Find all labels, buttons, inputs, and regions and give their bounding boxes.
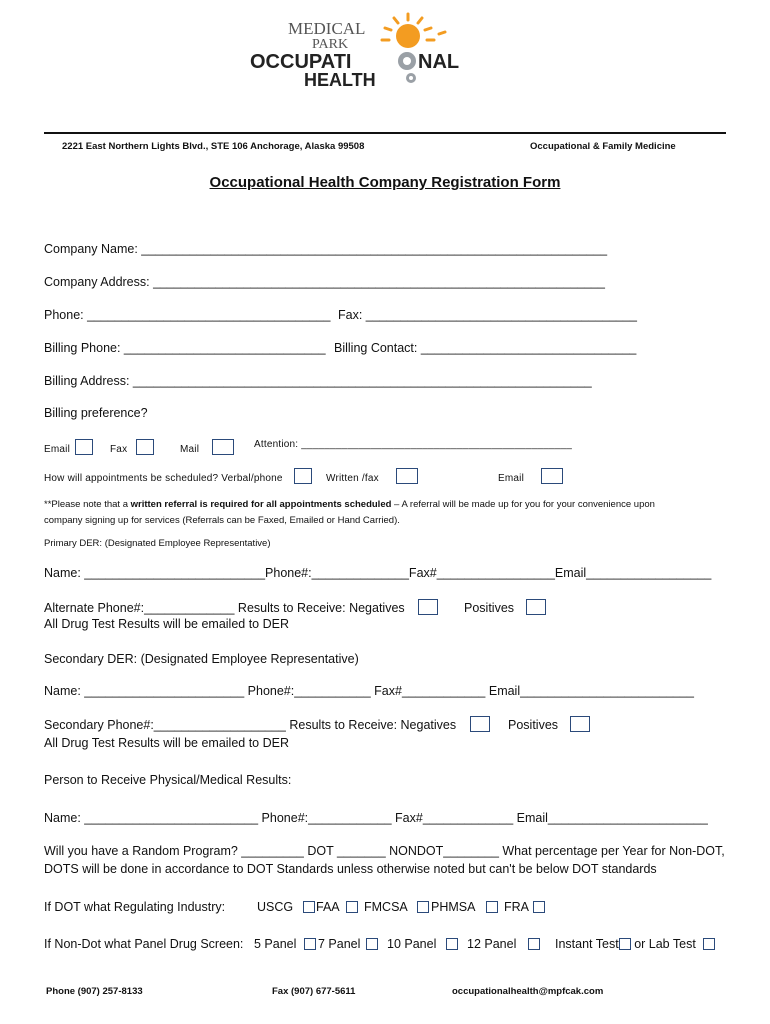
billing-fax-checkbox[interactable] [136,439,154,455]
secondary-negatives-checkbox[interactable] [470,716,490,732]
billing-mail-checkbox[interactable] [212,439,234,455]
secondary-der-line[interactable]: Name: _______________________ Phone#:___________ Fax#____________ Email_________________________ [44,684,694,698]
referral-note-prefix: **Please note that a [44,499,131,510]
referral-note-suffix: – A referral will be made up for you for your convenience upon [391,499,655,510]
logo-line-medical: MEDICAL [288,19,366,38]
panel-5-label: 5 Panel [254,937,297,951]
appointments-question [44,468,312,484]
fax-field[interactable]: Fax: _______________________________________ [338,308,637,322]
appointments-question-label: How will appointments be scheduled? Verbal/phone [44,473,283,484]
physical-results-heading: Person to Receive Physical/Medical Results: [44,773,292,787]
secondary-positives-label: Positives [508,718,559,732]
industry-phmsa-checkbox[interactable] [486,901,498,913]
panel-10-option [387,937,458,951]
regulating-industry-label: If DOT what Regulating Industry: [44,900,226,914]
primary-positives-option [464,599,546,615]
panel-10-label: 10 Panel [387,937,437,951]
billing-phone-field[interactable]: Billing Phone: _____________________________ [44,341,326,355]
industry-faa-label: FAA [316,900,339,914]
footer-email[interactable]: occupationalhealth@mpfcak.com [452,986,604,997]
panel-7-label: 7 Panel [318,937,361,951]
billing-address-field[interactable]: Billing Address: __________________________________________________________________ [44,374,592,388]
primary-der-heading: Primary DER: (Designated Employee Representative) [44,538,271,549]
lab-test-checkbox[interactable] [703,938,715,950]
logo-line-park: PARK [312,37,349,52]
company-address-field[interactable]: Company Address: _________________________________________________________________ [44,275,605,289]
industry-fmcsa-checkbox[interactable] [417,901,429,913]
primary-alt-phone [44,599,438,615]
appointment-email-label: Email [498,473,525,484]
phone-field[interactable]: Phone: ___________________________________ [44,308,331,322]
primary-positives-label: Positives [464,601,515,615]
industry-fmcsa-label: FMCSA [364,900,408,914]
secondary-der-note: All Drug Test Results will be emailed to DER [44,736,290,750]
secondary-phone [44,716,490,732]
primary-negatives-checkbox[interactable] [418,599,438,615]
industry-uscg-option [257,900,315,914]
written-fax-label: Written /fax [326,473,379,484]
header-rule [44,132,726,134]
physical-results-line[interactable]: Name: _________________________ Phone#:____________ Fax#_____________ Email_______________________ [44,811,708,825]
lab-test-label: or Lab Test [634,937,696,951]
billing-preference-label: Billing preference? [44,406,148,420]
billing-mail-label: Mail [180,444,200,455]
billing-attention-field[interactable]: Attention: _______________________________________________ [254,439,573,450]
billing-email-checkbox[interactable] [75,439,93,455]
panel-7-checkbox[interactable] [366,938,378,950]
instant-test-checkbox[interactable] [619,938,631,950]
industry-fra-label: FRA [504,900,529,914]
billing-fax-option [110,439,154,455]
referral-note-line2: company signing up for services (Referrals can be Faxed, Emailed or Hand Carried). [44,515,400,526]
written-fax-option [326,468,418,484]
sun-icon [382,14,445,48]
secondary-positives-checkbox[interactable] [570,716,590,732]
page-title: Occupational Health Company Registration Form [209,174,561,191]
medical-park-logo [248,10,468,90]
appointment-email-checkbox[interactable] [541,468,563,484]
random-program-line1[interactable]: Will you have a Random Program? _________ DOT _______ NONDOT________ What percentage per Year for Non-DOT, [44,844,725,858]
billing-email-label: Email [44,444,71,455]
logo-line-health: HEALTH [304,70,376,90]
company-name-field[interactable]: Company Name: ___________________________________________________________________ [44,242,608,256]
billing-fax-label: Fax [110,444,128,455]
panel-5-checkbox[interactable] [304,938,316,950]
panel-5-option [254,937,316,951]
small-gear-icon [406,73,416,83]
industry-phmsa-option [431,900,498,914]
instant-test-option [555,937,715,951]
header-specialty: Occupational & Family Medicine [530,141,676,152]
random-program-line2: DOTS will be done in accordance to DOT Standards unless otherwise noted but can't be below DOT standards [44,862,657,876]
industry-faa-checkbox[interactable] [346,901,358,913]
gear-icon [398,52,416,70]
primary-der-line[interactable]: Name: __________________________Phone#:______________Fax#_________________Email__________________ [44,566,712,580]
panel-7-option [318,937,378,951]
billing-email-option [44,439,93,455]
instant-test-label: Instant Test [555,937,619,951]
industry-fra-checkbox[interactable] [533,901,545,913]
panel-12-checkbox[interactable] [528,938,540,950]
logo-line-occupational: OCCUPATI [250,51,352,73]
verbal-phone-checkbox[interactable] [294,468,312,484]
primary-der-note: All Drug Test Results will be emailed to DER [44,617,290,631]
header-address: 2221 East Northern Lights Blvd., STE 106 Anchorage, Alaska 99508 [62,141,365,152]
logo-line-nal: NAL [418,51,460,73]
referral-note-bold: written referral is required for all appointments scheduled [130,499,392,510]
secondary-positives-option [508,716,590,732]
panel-12-option [467,937,540,951]
footer-phone: Phone (907) 257-8133 [46,986,143,997]
panel-12-label: 12 Panel [467,937,517,951]
billing-mail-option [180,439,234,455]
panel-screen-label: If Non-Dot what Panel Drug Screen: [44,937,244,951]
panel-10-checkbox[interactable] [446,938,458,950]
footer-fax: Fax (907) 677-5611 [272,986,356,997]
billing-contact-field[interactable]: Billing Contact: _______________________________ [334,341,637,355]
industry-uscg-label: USCG [257,900,294,914]
secondary-phone-label[interactable]: Secondary Phone#:___________________ Results to Receive: Negatives [44,718,457,732]
industry-faa-option [316,900,358,914]
industry-fra-option [504,900,545,914]
primary-alt-phone-label[interactable]: Alternate Phone#:_____________ Results to Receive: Negatives [44,601,405,615]
referral-note [44,499,655,510]
secondary-der-heading: Secondary DER: (Designated Employee Representative) [44,652,359,666]
written-fax-checkbox[interactable] [396,468,418,484]
industry-uscg-checkbox[interactable] [303,901,315,913]
industry-fmcsa-option [364,900,429,914]
industry-phmsa-label: PHMSA [431,900,475,914]
appointment-email-option [498,468,563,484]
primary-positives-checkbox[interactable] [526,599,546,615]
